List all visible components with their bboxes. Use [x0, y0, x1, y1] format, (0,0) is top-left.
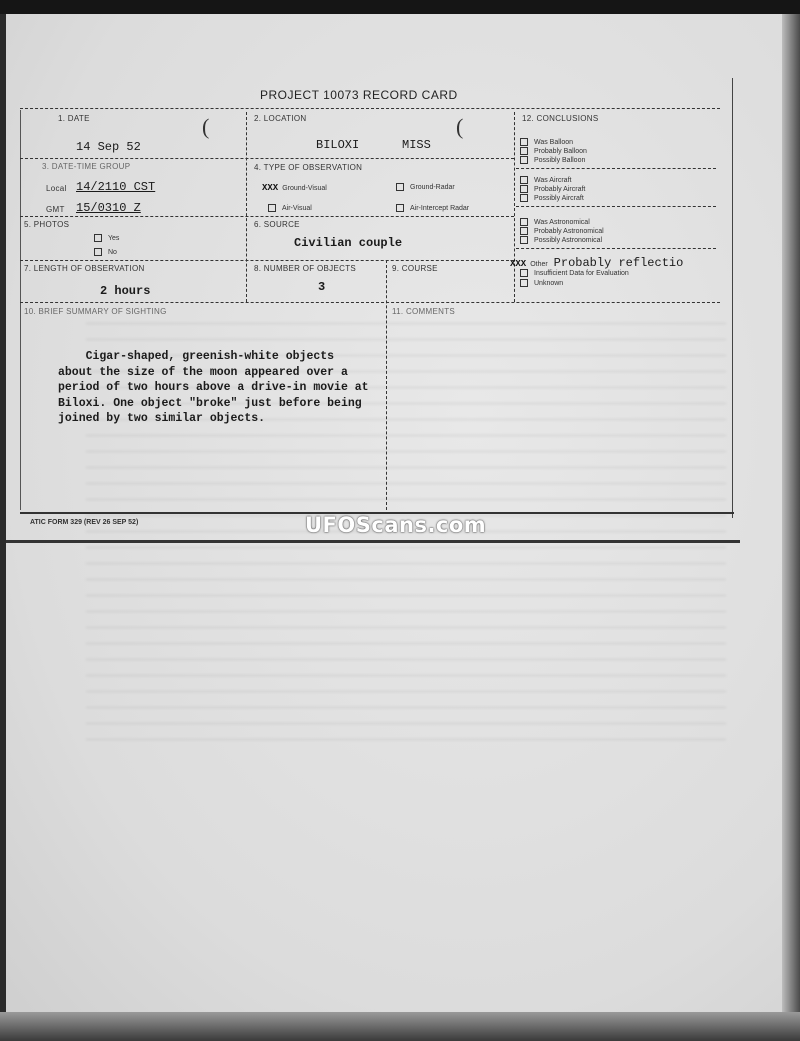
length-value: 2 hours: [100, 284, 151, 298]
photos-no: No: [94, 248, 117, 256]
conclusion-item: Possibly Astronomical: [520, 236, 602, 244]
film-edge-bottom: [0, 1012, 800, 1041]
summary-line: period of two hours above a drive-in movie at: [58, 381, 369, 394]
source-value: Civilian couple: [294, 236, 403, 250]
summary-line: Cigar-shaped, greenish-white objects: [58, 350, 335, 363]
punch-mark-right: (: [456, 114, 464, 139]
date-label: 1. DATE: [58, 114, 90, 123]
dtg-label: 3. DATE-TIME GROUP: [42, 162, 131, 171]
photos-yes: Yes: [94, 234, 119, 242]
local-label: Local: [46, 184, 67, 193]
conclusion-other-value: Probably reflectio: [553, 256, 684, 270]
location-label: 2. LOCATION: [254, 114, 307, 123]
conclusion-item: Possibly Balloon: [520, 156, 585, 164]
film-edge-top: [0, 0, 800, 14]
type-option-air-intercept-radar: Air-Intercept Radar: [396, 204, 469, 212]
summary-line: joined by two similar objects.: [58, 412, 266, 425]
objects-value: 3: [318, 280, 326, 294]
conclusion-item: Possibly Aircraft: [520, 194, 584, 202]
conclusion-item: Probably Astronomical: [520, 227, 604, 235]
card-header: PROJECT 10073 RECORD CARD: [260, 88, 458, 102]
conclusion-item: Probably Balloon: [520, 147, 587, 155]
gmt-label: GMT: [46, 205, 65, 214]
form-id: ATIC FORM 329 (REV 26 SEP 52): [30, 519, 139, 526]
type-option-air-visual: Air-Visual: [268, 204, 312, 212]
punch-mark-left: (: [202, 114, 210, 139]
summary-label: 10. BRIEF SUMMARY OF SIGHTING: [24, 307, 167, 316]
conclusion-item: Probably Aircraft: [520, 185, 585, 193]
location-state: MISS: [402, 138, 431, 152]
conclusions-label: 12. CONCLUSIONS: [522, 114, 599, 123]
conclusion-item: Unknown: [520, 279, 563, 287]
conclusion-item-other: XXX Other Probably reflectio: [510, 256, 684, 270]
film-edge-right: [782, 14, 800, 1014]
photos-label: 5. PHOTOS: [24, 220, 70, 229]
conclusion-item: Was Astronomical: [520, 218, 590, 226]
conclusion-item: Insufficient Data for Evaluation: [520, 269, 629, 277]
sighting-summary: [58, 349, 388, 427]
length-label: 7. LENGTH OF OBSERVATION: [24, 264, 145, 273]
objects-label: 8. NUMBER OF OBJECTS: [254, 264, 357, 273]
local-time: 14/2110 CST: [76, 180, 156, 194]
type-label: 4. TYPE OF OBSERVATION: [254, 163, 363, 172]
location-city: BILOXI: [316, 138, 360, 152]
conclusion-item: Was Balloon: [520, 138, 573, 146]
source-label: 6. SOURCE: [254, 220, 300, 229]
summary-line: Biloxi. One object "broke" just before being: [58, 396, 362, 410]
site-watermark: UFOScans.com: [305, 513, 487, 537]
conclusion-item: Was Aircraft: [520, 176, 571, 184]
comments-label: 11. COMMENTS: [392, 307, 456, 316]
type-option-ground-radar: Ground-Radar: [396, 183, 455, 191]
course-label: 9. COURSE: [392, 264, 438, 273]
card-bottom-border: [6, 540, 740, 543]
gmt-time: 15/0310 Z: [76, 201, 141, 215]
type-option-ground-visual: XXX Ground-Visual: [262, 183, 327, 193]
summary-line: about the size of the moon appeared over a: [58, 365, 348, 379]
date-value: 14 Sep 52: [76, 140, 141, 154]
